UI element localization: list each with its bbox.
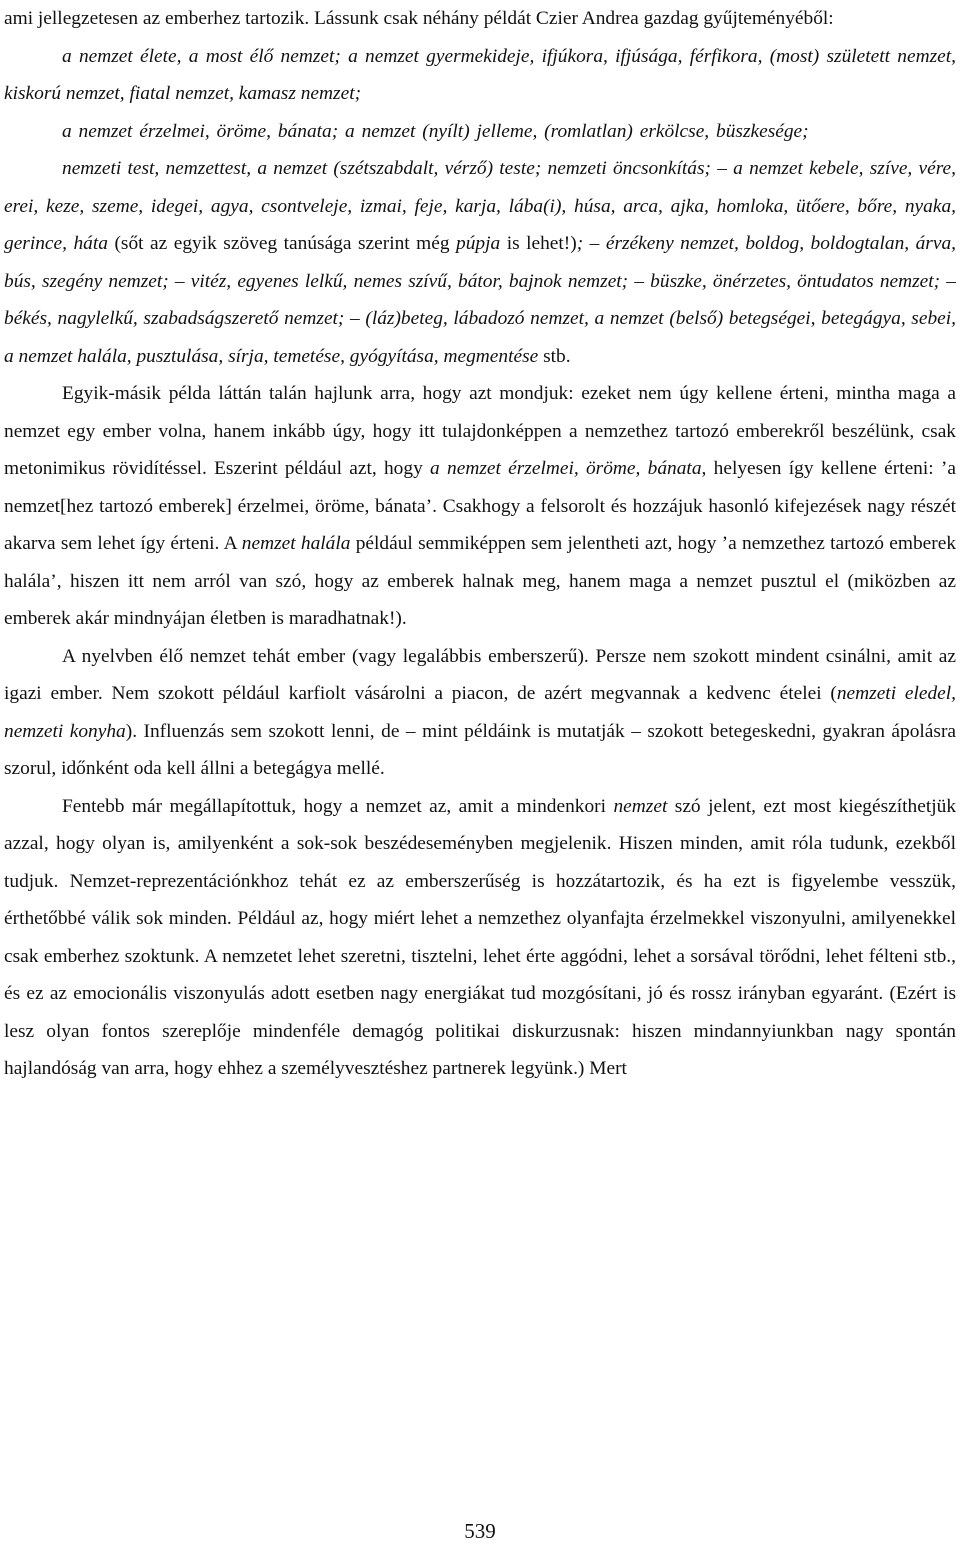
paragraph-1-text-d: nemzet halála <box>241 533 351 554</box>
intro-paragraph <box>4 0 956 38</box>
paragraph-2-text-c: ). Influenzás sem szokott lenni, de – mint példáink is mutatják – szokott betegeskedni, gyakran ápolásra szorul, időnként oda kell állni a betegágya mellé. <box>4 720 957 779</box>
paragraph-3-text-a: Fentebb már megállapítottuk, hogy a nemzet az, amit a mindenkori <box>62 795 614 817</box>
paragraph-1 <box>4 375 956 638</box>
paragraph-1-text-e: például semmiképpen sem jelentheti azt, hogy ’a nemzethez tartozó emberek halála’, hiszen itt nem arról van szó, hogy az emberek halnak meg, hanem maga a nemzet pusztul el (miközben az emberek akár mindnyájan életben is maradhatnak!). <box>4 533 957 629</box>
example-text-3c: púpja <box>456 233 501 254</box>
page-number: 539 <box>464 1519 496 1543</box>
example-text-3d: is lehet!) <box>500 233 577 254</box>
page-footer <box>0 1518 960 1544</box>
paragraph-2-text-b: nemzeti eledel, nemzeti konyha <box>4 683 957 742</box>
body-text <box>4 0 956 1088</box>
example-block-2 <box>4 113 956 151</box>
paragraph-3-text-b: nemzet <box>613 795 668 817</box>
paragraph-1-text-a: Egyik-másik példa láttán talán hajlunk arra, hogy azt mondjuk: ezeket nem úgy kellene érteni, mintha maga a nemzet egy ember volna, hanem inkább úgy, hogy itt tulajdonképpen a nemzethez tartozó emberekről beszélünk, csak metonimikus rövidítéssel. Eszerint például azt, hogy <box>4 383 956 479</box>
example-block-1 <box>4 38 956 113</box>
example-text-3e: ; – érzékeny nemzet, boldog, boldogtalan, árva, bús, szegény nemzet; – vitéz, egyenes lelkű, nemes szívű, bátor, bajnok nemzet; – büszke, önérzetes, öntudatos nemzet; – békés, nagylelkű, szabadságszerető nemzet; – (láz)beteg, lábadozó nemzet, a nemzet (belső) betegségei, betegágya, sebei, a nemzet halála, pusztulása, sírja, temetése, gyógyítása, megmentése <box>4 233 956 367</box>
intro-text: ami jellegzetesen az emberhez tartozik. Lássunk csak néhány példát Czier Andrea gazdag gyűjteményéből: <box>4 8 834 29</box>
example-text-2: a nemzet érzelmei, öröme, bánata; a nemzet (nyílt) jelleme, (romlatlan) erkölcse, büszkesége; <box>62 120 809 142</box>
paragraph-3 <box>4 788 956 1088</box>
example-text-3a: nemzeti test, nemzettest, a nemzet (szétszabdalt, vérző) teste; nemzeti öncsonkítás; – a nemzet kebele, szíve, vére, erei, keze, szeme, idegei, agya, csontveleje, izmai, feje, karja, lába(i), húsa, arca, ajka, homloka, ütőere, bőre, nyaka, gerince, háta <box>4 158 956 254</box>
example-text-1: a nemzet élete, a most élő nemzet; a nemzet gyermekideje, ifjúkora, ifjúsága, férfikora, (most) született nemzet, kiskorú nemzet, fiatal nemzet, kamasz nemzet; <box>4 45 956 104</box>
paragraph-3-text-c: szó jelent, ezt most kiegészíthetjük azzal, hogy olyan is, amilyenként a sok-sok beszédeseményben megjelenik. Hiszen minden, amit róla tudunk, ezekből tudjuk. Nemzet-reprezentációnkhoz tehát ez az emberszerűség is hozzátartozik, és ha ezt is figyelembe vesszük, érthetőbbé válik sok minden. Például az, hogy miért lehet a nemzethez olyanfajta érzelmekkel viszonyulni, amilyenekkel csak emberhez szoktunk. A nemzetet lehet szeretni, tisztelni, lehet érte aggódni, lehet a sorsával törődni, lehet félteni stb., és ez az emocionális viszonyulás adott esetben nagy energiákat tud mozgósítani, jó és rossz irányban egyaránt. (Ezért is lesz olyan fontos szereplője mindenféle demagóg politikai diskurzusnak: hiszen mindannyiunkban nagy spontán hajlandóság van arra, hogy ehhez a személyvesztéshez partnerek legyünk.) Mert <box>4 795 957 1079</box>
example-block-3 <box>4 150 956 375</box>
paragraph-2-text-a: A nyelvben élő nemzet tehát ember (vagy legalábbis emberszerű). Persze nem szokott mindent csinálni, amit az igazi ember. Nem szokott például karfiolt vásárolni a piacon, de azért megvannak a kedvenc ételei ( <box>4 645 956 704</box>
example-text-3b: (sőt az egyik szöveg tanúsága szerint még <box>107 233 457 254</box>
paragraph-1-text-b: a nemzet érzelmei, öröme, bánata <box>430 458 702 479</box>
example-text-3f: stb. <box>538 345 571 367</box>
paragraph-1-text-c: , helyesen így kellene érteni: ’a nemzet[hez tartozó emberek] érzelmei, öröme, bánata’. Csakhogy a felsorolt és hozzájuk hasonló kifejezések nagy részét akarva sem lehet így érteni. A <box>4 458 956 554</box>
paragraph-2 <box>4 638 956 788</box>
